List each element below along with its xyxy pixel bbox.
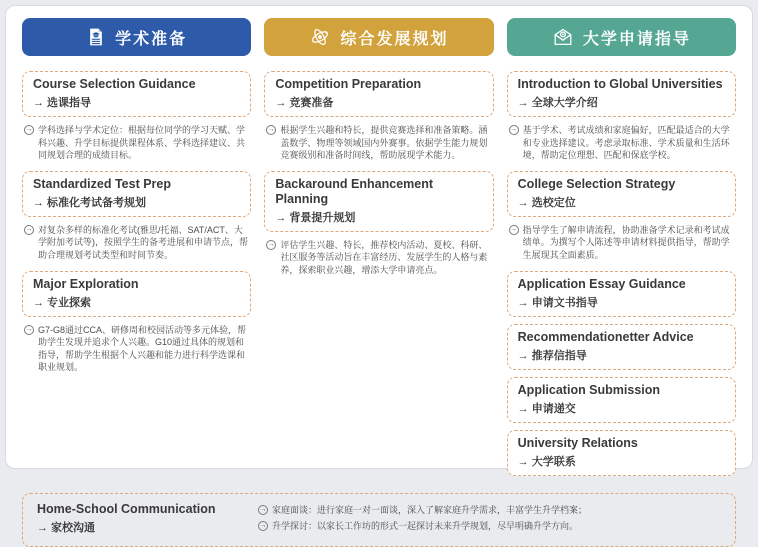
card-application-submission: [507, 377, 736, 423]
card-standardized-test-desc: [24, 224, 251, 262]
card-title: Backaround Enhancement Planning: [275, 176, 434, 206]
card-recommendation-letter: [507, 324, 736, 370]
circled-arrow-icon: →: [267, 126, 275, 134]
circled-arrow-icon: →: [510, 126, 518, 134]
card-major-exploration: [22, 271, 251, 317]
circled-arrow-icon: →: [259, 522, 267, 530]
card-subtitle: → 选校定位: [517, 196, 576, 209]
card-course-selection: [22, 71, 251, 117]
circled-arrow-icon: →: [510, 225, 518, 233]
desc-text: 评估学生兴趣、特长，推荐校内活动、夏校、科研、社区服务等活动旨在丰富经历、发展学生的人格与素养，探索职业兴趣，增添大学申请亮点。: [280, 239, 488, 275]
card-subtitle: → 大学联系: [517, 455, 576, 468]
card-background-enhancement-desc: [266, 239, 493, 277]
card-subtitle: → 申请文书指导: [517, 296, 598, 309]
envelope-at-icon: [552, 26, 574, 48]
card-title: Application Essay Guidance: [517, 276, 686, 291]
academic-header-label: 学术准备: [115, 30, 188, 48]
application-header-label: 大学申请指导: [582, 30, 691, 48]
card-university-relations: [507, 430, 736, 476]
desc-text: 家庭面谈：进行家庭一对一面谈，深入了解家庭升学需求，丰富学生升学档案；: [272, 504, 588, 515]
card-subtitle: → 标准化考试备考规划: [33, 196, 147, 209]
card-title: College Selection Strategy: [517, 176, 676, 191]
desc-text: 指导学生了解申请流程，协助准备学术记录和考试成绩单。为撰写个人陈述等申请材料提供指导，帮助学生展现其全面素质。: [522, 224, 730, 260]
card-subtitle: → 选课指导: [33, 97, 92, 109]
circled-arrow-icon: →: [25, 225, 33, 233]
card-title: Application Submission: [517, 382, 661, 397]
card-college-selection-desc: [509, 224, 736, 262]
desc-text: 对复杂多样的标准化考试(雅思/托福、SAT/ACT、大学附加考试等)，按照学生的备考进展和申请节点，帮助合理规划考试类型和时间节奏。: [38, 224, 248, 260]
column-academic: [22, 18, 251, 483]
card-title: Course Selection Guidance: [33, 77, 196, 91]
card-subtitle: → 背景提升规划: [275, 211, 356, 224]
footer-bullet-1: [258, 504, 721, 517]
card-global-universities-desc: [509, 124, 736, 162]
card-subtitle: → 家校沟通: [37, 521, 96, 534]
document-graduation-icon: [86, 27, 106, 47]
card-application-essay: [507, 271, 736, 317]
academic-header: [22, 18, 251, 56]
card-subtitle: → 推荐信指导: [517, 349, 587, 362]
circled-arrow-icon: →: [25, 126, 33, 134]
desc-text: 升学探讨：以家长工作坊的形式一起探讨未来升学规划，尽早明确升学方向。: [272, 521, 579, 532]
card-title: Standardized Test Prep: [33, 176, 171, 191]
card-title: Home-School Communication: [37, 501, 216, 516]
application-header: [507, 18, 736, 56]
atom-icon: [309, 26, 331, 48]
footer-bullets: [258, 502, 721, 537]
card-title: Competition Preparation: [275, 77, 422, 91]
card-subtitle: → 竞赛准备: [275, 97, 334, 109]
card-competition-preparation-desc: [266, 124, 493, 162]
desc-text: G7-G8通过CCA、研修周和校园活动等多元体验，帮助学生发现并追求个人兴趣。G10通过具体的规划和指导，帮助学生根据个人兴趣和能力进行科学选课和职业规划。: [38, 324, 247, 373]
card-major-exploration-desc: [24, 324, 251, 374]
card-standardized-test: [22, 171, 251, 217]
development-header-label: 综合发展规划: [340, 30, 449, 48]
card-competition-preparation: [264, 71, 493, 117]
card-title: Introduction to Global Universities: [517, 77, 723, 91]
card-subtitle: → 全球大学介绍: [517, 97, 598, 109]
development-header: [264, 18, 493, 56]
circled-arrow-icon: →: [25, 325, 33, 333]
card-college-selection: [507, 171, 736, 217]
circled-arrow-icon: →: [267, 240, 275, 248]
columns-wrap: [22, 18, 736, 483]
main-panel: [5, 5, 753, 534]
card-subtitle: → 专业探索: [33, 296, 92, 309]
card-course-selection-desc: [24, 124, 251, 162]
card-subtitle: → 申请递交: [517, 402, 576, 415]
desc-text: 根据学生兴趣和特长，提供竞赛选择和准备策略。涵盖数学、物理等领域国内外赛事。依据学生能力规划竞赛级别和准备时间线，帮助展现学术能力。: [280, 125, 488, 161]
card-home-school-communication: [22, 493, 736, 547]
column-application: [507, 18, 736, 483]
card-title: Recommendationetter Advice: [517, 329, 694, 344]
card-global-universities: [507, 71, 736, 117]
desc-text: 基于学术、考试成绩和家庭偏好，匹配最适合的大学和专业选择建议。考虑录取标准、学术质量和生活环境，帮助定位理想、匹配和保底学校。: [522, 125, 730, 161]
card-background-enhancement: [264, 171, 493, 232]
circled-arrow-icon: →: [259, 505, 267, 513]
footer-bullet-2: [258, 520, 721, 533]
footer-title-block: [37, 502, 232, 535]
desc-text: 学科选择与学术定位：根据每位同学的学习天赋、学科兴趣、升学目标提供课程体系、学科选择建议、共同规划合理的成绩目标。: [38, 125, 246, 161]
card-title: Major Exploration: [33, 276, 139, 291]
card-title: University Relations: [517, 435, 638, 450]
column-development: [264, 18, 493, 483]
